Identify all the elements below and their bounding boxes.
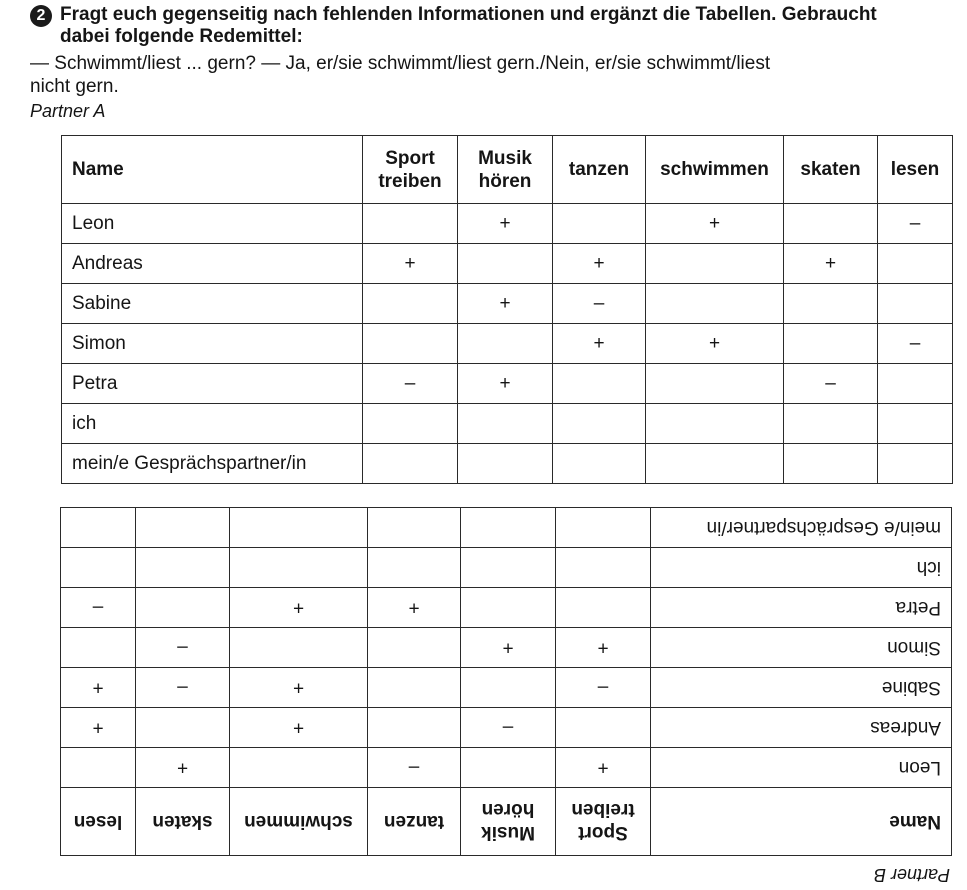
cell-sport: + (556, 628, 651, 668)
row-name-cell: Petra (651, 588, 952, 628)
cell-skaten: – (136, 668, 230, 708)
cell-skaten (136, 548, 230, 588)
cell-skaten (784, 204, 878, 244)
phrases-line-1: — Schwimmt/liest ... gern? — Ja, er/sie schwimmt/liest gern./Nein, er/sie schwimmt/liest (30, 53, 771, 74)
task-heading (30, 4, 955, 48)
partner-b-table (60, 507, 952, 856)
partner-b-upside-down-block (61, 505, 966, 890)
phrases-line-2: nicht gern. (30, 76, 119, 97)
cell-tanzen: – (553, 284, 646, 324)
cell-sport (363, 444, 458, 484)
cell-lesen: + (61, 708, 136, 748)
cell-schwimmen (230, 508, 368, 548)
cell-lesen (878, 284, 953, 324)
cell-musik (461, 548, 556, 588)
cell-tanzen (368, 508, 461, 548)
cell-schwimmen (646, 404, 784, 444)
cell-sport (363, 324, 458, 364)
table-header-row (61, 788, 952, 856)
column-header-tanzen: tanzen (553, 136, 646, 204)
table-row (61, 628, 952, 668)
cell-lesen (878, 444, 953, 484)
cell-musik (458, 244, 553, 284)
row-name-cell: Petra (62, 364, 363, 404)
row-name-cell: Andreas (651, 708, 952, 748)
cell-musik: + (458, 364, 553, 404)
row-name-cell: Leon (62, 204, 363, 244)
cell-schwimmen (230, 548, 368, 588)
column-header-sport: Sport treiben (363, 136, 458, 204)
table-row (62, 284, 953, 324)
cell-skaten: + (784, 244, 878, 284)
cell-tanzen: + (368, 588, 461, 628)
cell-tanzen (368, 548, 461, 588)
cell-schwimmen (230, 628, 368, 668)
cell-tanzen: – (368, 748, 461, 788)
cell-sport: – (363, 364, 458, 404)
cell-tanzen (553, 404, 646, 444)
cell-sport: + (363, 244, 458, 284)
cell-lesen: – (878, 204, 953, 244)
cell-sport: + (556, 748, 651, 788)
cell-tanzen (553, 204, 646, 244)
instruction-line-1: Fragt euch gegenseitig nach fehlenden Informationen und ergänzt die Tabellen. Gebraucht (60, 4, 877, 25)
cell-musik: + (461, 628, 556, 668)
cell-musik: – (461, 708, 556, 748)
task-2 (30, 4, 955, 122)
cell-schwimmen: + (230, 708, 368, 748)
row-name-cell: mein/e Gesprächspartner/in (62, 444, 363, 484)
cell-musik (461, 668, 556, 708)
cell-schwimmen: + (646, 324, 784, 364)
row-name-cell: Sabine (651, 668, 952, 708)
cell-schwimmen (646, 364, 784, 404)
partner-a-label: Partner A (30, 101, 106, 121)
cell-sport (363, 204, 458, 244)
cell-skaten: – (784, 364, 878, 404)
cell-skaten (784, 404, 878, 444)
cell-tanzen: + (553, 324, 646, 364)
cell-lesen (878, 244, 953, 284)
cell-tanzen (553, 364, 646, 404)
cell-schwimmen (646, 444, 784, 484)
cell-skaten (136, 708, 230, 748)
cell-skaten (784, 284, 878, 324)
cell-sport (556, 548, 651, 588)
row-name-cell: Simon (651, 628, 952, 668)
column-header-tanzen: tanzen (368, 788, 461, 856)
cell-tanzen (368, 708, 461, 748)
cell-musik (458, 324, 553, 364)
cell-tanzen: + (553, 244, 646, 284)
cell-lesen (61, 508, 136, 548)
column-header-name: Name (651, 788, 952, 856)
cell-skaten (136, 588, 230, 628)
partner-b-label: Partner B (873, 865, 950, 885)
column-header-schwimmen: schwimmen (230, 788, 368, 856)
cell-musik (458, 404, 553, 444)
table-row (61, 548, 952, 588)
row-name-cell: mein/e Gesprächspartner/in (651, 508, 952, 548)
cell-sport (556, 588, 651, 628)
cell-musik (461, 508, 556, 548)
table-row (61, 708, 952, 748)
cell-lesen: – (61, 588, 136, 628)
cell-lesen (878, 404, 953, 444)
table-row (61, 668, 952, 708)
cell-schwimmen (230, 748, 368, 788)
cell-musik: + (458, 204, 553, 244)
cell-lesen (878, 364, 953, 404)
cell-sport (556, 708, 651, 748)
table-row (62, 404, 953, 444)
table-row (62, 244, 953, 284)
speech-phrases (30, 52, 955, 98)
cell-schwimmen (646, 244, 784, 284)
partner-a-table (61, 135, 953, 484)
cell-musik (461, 588, 556, 628)
cell-tanzen (553, 444, 646, 484)
table-row (62, 364, 953, 404)
column-header-lesen: lesen (61, 788, 136, 856)
row-name-cell: Sabine (62, 284, 363, 324)
row-name-cell: Simon (62, 324, 363, 364)
row-name-cell: Andreas (62, 244, 363, 284)
cell-lesen (61, 628, 136, 668)
row-name-cell: ich (62, 404, 363, 444)
cell-lesen: + (61, 668, 136, 708)
table-header-row (62, 136, 953, 204)
cell-schwimmen: + (646, 204, 784, 244)
table-row (61, 748, 952, 788)
cell-skaten: + (136, 748, 230, 788)
row-name-cell: ich (651, 548, 952, 588)
column-header-musik: Musik hören (461, 788, 556, 856)
table-row (61, 508, 952, 548)
cell-schwimmen: + (230, 588, 368, 628)
column-header-musik: Musik hören (458, 136, 553, 204)
cell-sport (556, 508, 651, 548)
cell-skaten (784, 444, 878, 484)
column-header-skaten: skaten (784, 136, 878, 204)
cell-musik: + (458, 284, 553, 324)
cell-skaten: – (136, 628, 230, 668)
cell-lesen: – (878, 324, 953, 364)
cell-schwimmen (646, 284, 784, 324)
cell-lesen (61, 748, 136, 788)
cell-skaten (136, 508, 230, 548)
instruction-line-2: dabei folgende Redemittel: (60, 26, 303, 47)
column-header-schwimmen: schwimmen (646, 136, 784, 204)
cell-tanzen (368, 628, 461, 668)
cell-musik (458, 444, 553, 484)
column-header-skaten: skaten (136, 788, 230, 856)
task-instruction (60, 4, 877, 48)
cell-lesen (61, 548, 136, 588)
cell-sport (363, 284, 458, 324)
table-row (62, 324, 953, 364)
row-name-cell: Leon (651, 748, 952, 788)
column-header-sport: Sport treiben (556, 788, 651, 856)
column-header-lesen: lesen (878, 136, 953, 204)
cell-musik (461, 748, 556, 788)
table-row (62, 444, 953, 484)
cell-schwimmen: + (230, 668, 368, 708)
table-row (62, 204, 953, 244)
cell-sport: – (556, 668, 651, 708)
column-header-name: Name (62, 136, 363, 204)
table-row (61, 588, 952, 628)
cell-skaten (784, 324, 878, 364)
cell-tanzen (368, 668, 461, 708)
cell-sport (363, 404, 458, 444)
task-number-badge: 2 (30, 5, 52, 27)
